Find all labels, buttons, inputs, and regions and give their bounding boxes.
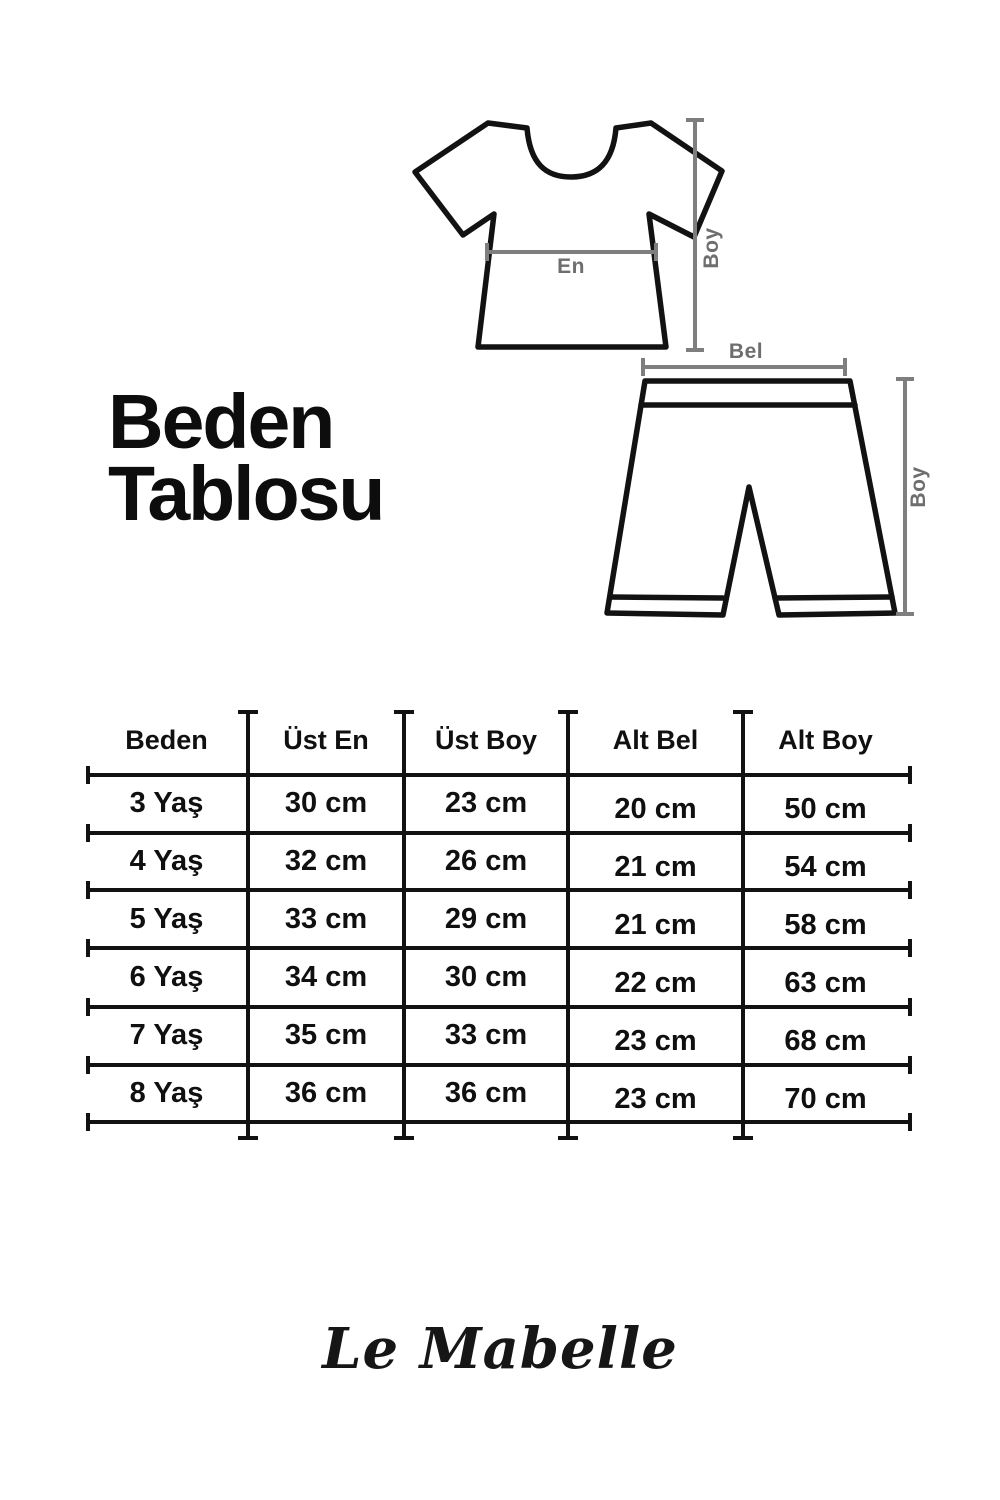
table-cell: 21 cm bbox=[614, 909, 697, 942]
shorts-dimension-lines bbox=[643, 358, 914, 614]
column-header-beden: Beden bbox=[125, 724, 208, 755]
table-cell: 5 Yaş bbox=[129, 903, 204, 936]
column-header-ust-en: Üst En bbox=[283, 724, 369, 755]
table-cell: 8 Yaş bbox=[129, 1076, 204, 1109]
tshirt-dimension-lines bbox=[487, 120, 704, 350]
table-cell: 54 cm bbox=[784, 851, 867, 884]
shorts-waist-label: Bel bbox=[728, 340, 764, 363]
page-title bbox=[108, 379, 384, 537]
table-cell: 6 Yaş bbox=[129, 961, 204, 994]
shorts-icon bbox=[607, 381, 895, 615]
brand-logo: Le Mabelle bbox=[322, 1316, 678, 1382]
table-cell: 3 Yaş bbox=[129, 787, 204, 820]
table-cell: 35 cm bbox=[284, 1019, 368, 1051]
table-cell: 23 cm bbox=[444, 787, 528, 820]
page-title-line2: Tablosu bbox=[108, 451, 384, 537]
table-cell: 36 cm bbox=[444, 1076, 528, 1109]
tshirt-height-label: Boy bbox=[700, 227, 723, 269]
table-cell: 68 cm bbox=[784, 1025, 867, 1057]
table-cell: 29 cm bbox=[444, 903, 528, 936]
table-cell: 34 cm bbox=[284, 961, 368, 994]
table-cell: 30 cm bbox=[444, 961, 528, 994]
table-cell: 20 cm bbox=[614, 793, 697, 826]
table-cell: 63 cm bbox=[784, 967, 867, 1000]
column-header-alt-bel: Alt Bel bbox=[612, 724, 699, 755]
tshirt-icon bbox=[415, 123, 722, 347]
table-cell: 22 cm bbox=[614, 967, 697, 1000]
table-cell: 58 cm bbox=[784, 909, 867, 942]
table-cell: 32 cm bbox=[284, 845, 368, 878]
table-cell: 7 Yaş bbox=[129, 1019, 204, 1051]
table-cell: 70 cm bbox=[784, 1082, 867, 1115]
table-cell: 50 cm bbox=[784, 793, 867, 826]
table-cell: 33 cm bbox=[444, 1019, 528, 1051]
table-cell: 30 cm bbox=[284, 787, 368, 820]
table-cell: 23 cm bbox=[614, 1025, 697, 1057]
table-cell: 26 cm bbox=[444, 845, 528, 878]
column-header-alt-boy: Alt Boy bbox=[778, 724, 873, 755]
column-header-ust-boy: Üst Boy bbox=[434, 724, 537, 755]
table-cell: 4 Yaş bbox=[129, 845, 204, 878]
tshirt-width-label: En bbox=[557, 255, 585, 278]
table-cell: 21 cm bbox=[614, 851, 697, 884]
page-title-line1: Beden bbox=[108, 379, 334, 465]
table-cell: 36 cm bbox=[284, 1076, 368, 1109]
table-cell: 33 cm bbox=[284, 903, 368, 936]
table-cell: 23 cm bbox=[614, 1082, 697, 1115]
shorts-height-label: Boy bbox=[907, 466, 930, 508]
size-table bbox=[85, 705, 908, 1122]
